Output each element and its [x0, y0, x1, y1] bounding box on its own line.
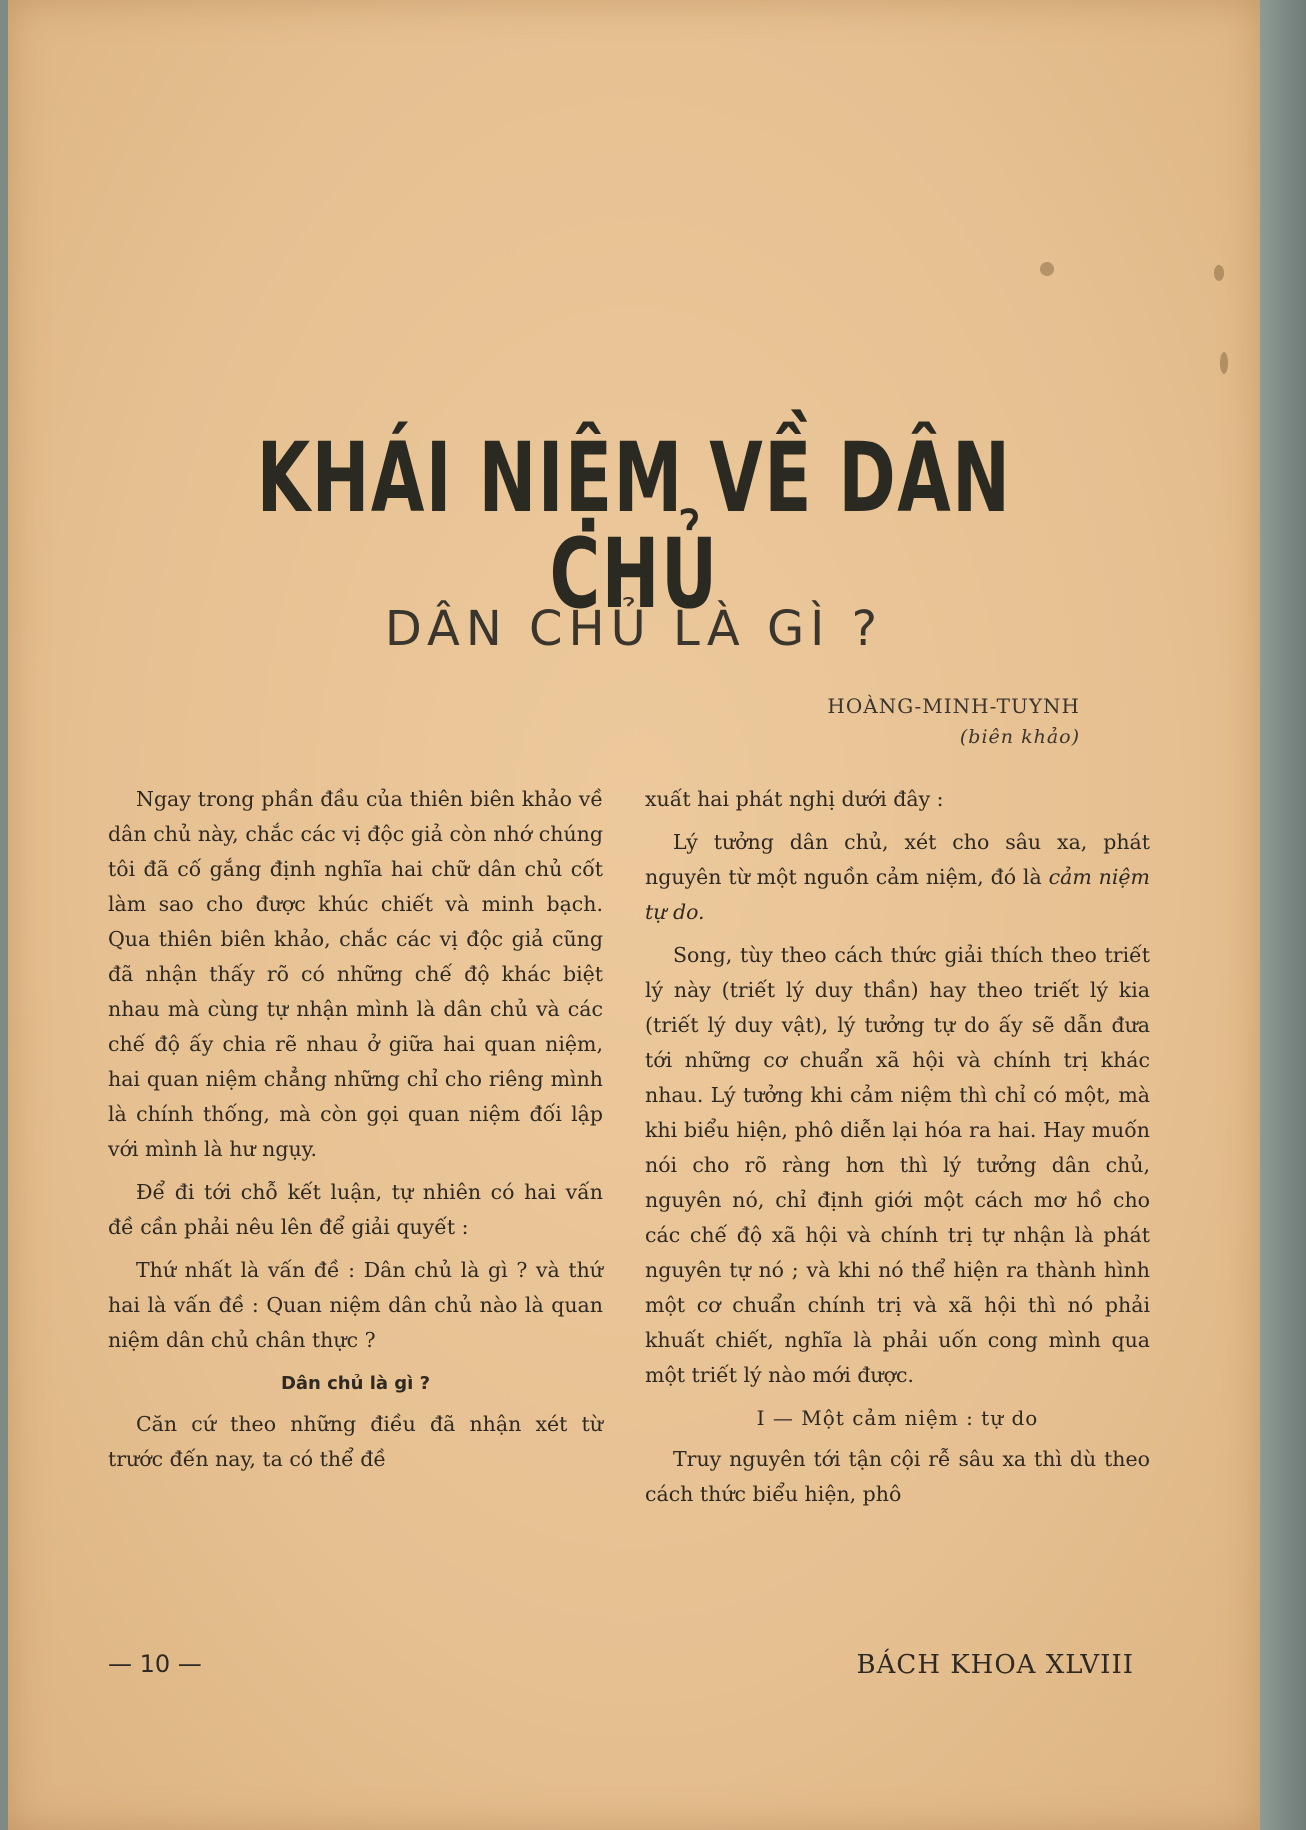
paragraph: Song, tùy theo cách thức giải thích theo triết lý này (triết lý duy thần) hay theo triết lý kia (triết lý duy vật), lý tưởng tự do ấy sẽ dẫn đưa tới những cơ chuẩn xã hội và chính trị khác nhau. Lý tưởng khi cảm niệm thì chỉ có một, mà khi biểu hiện, phô diễn lại hóa ra hai. Hay muốn nói cho rõ ràng hơn thì lý tưởng dân chủ, nguyên nó, chỉ định giới một cách mơ hồ cho các chế độ xã hội và chính trị tự nhận là phát nguyên tự nó ; và khi nó thể hiện ra thành hình một cơ chuẩn chính trị và xã hội thì nó phải khuất chiết, nghĩa là phải uốn cong mình qua một triết lý nào mới được.: [645, 943, 1150, 1387]
paragraph: Ngay trong phần đầu của thiên biên khảo về dân chủ này, chắc các vị độc giả còn nhớ chúng tôi đã cố gắng định nghĩa hai chữ dân chủ cốt làm sao cho được khúc chiết và minh bạch. Qua thiên biên khảo, chắc các vị độc giả cũng đã nhận thấy rõ có những chế độ khác biệt nhau mà cùng tự nhận mình là dân chủ và các chế độ ấy chia rẽ nhau ở giữa hai quan niệm, hai quan niệm chẳng những chỉ cho riêng mình là chính thống, mà còn gọi quan niệm đối lập với mình là hư ngụy.: [108, 787, 603, 1161]
author-block: [827, 690, 1080, 752]
paragraph: xuất hai phát nghị dưới đây :: [645, 787, 944, 811]
paragraph: [645, 825, 1150, 930]
emphasis-text: cảm niệm tự do.: [645, 865, 1150, 924]
right-column: [645, 782, 1150, 1520]
paragraph: Căn cứ theo những điều đã nhận xét từ trước đến nay, ta có thể đề: [108, 1412, 603, 1471]
background-scan-edge: [1260, 0, 1306, 1830]
section-heading: I — Một cảm niệm : tự do: [756, 1406, 1039, 1430]
article-subtitle: DÂN CHỦ LÀ GÌ ?: [384, 601, 884, 657]
paragraph-text: Lý tưởng dân chủ, xét cho sâu xa, phát nguyên từ một nguồn cảm niệm, đó là: [645, 830, 1150, 889]
section-heading: Dân chủ là gì ?: [280, 1373, 431, 1394]
author-role: (biên khảo): [959, 726, 1080, 748]
left-column: [108, 782, 603, 1485]
author-name: HOÀNG-MINH-TUYNH: [827, 694, 1080, 718]
ink-stain: [1040, 262, 1054, 276]
magazine-page: [8, 0, 1260, 1830]
paragraph: Để đi tới chỗ kết luận, tự nhiên có hai vấn đề cần phải nêu lên để giải quyết :: [108, 1180, 603, 1239]
publication-name: BÁCH KHOA XLVIII: [856, 1650, 1134, 1680]
article-title: KHÁI NIỆM VỀ DÂN CHỦ: [256, 422, 1012, 630]
ink-stain: [1214, 265, 1224, 281]
page-number: — 10 —: [108, 1650, 202, 1678]
paragraph: Truy nguyên tới tận cội rễ sâu xa thì dù theo cách thức biểu hiện, phô: [645, 1447, 1150, 1506]
paragraph: Thứ nhất là vấn đề : Dân chủ là gì ? và thứ hai là vấn đề : Quan niệm dân chủ nào là quan niệm dân chủ chân thực ?: [108, 1258, 603, 1352]
ink-stain: [1220, 352, 1228, 374]
